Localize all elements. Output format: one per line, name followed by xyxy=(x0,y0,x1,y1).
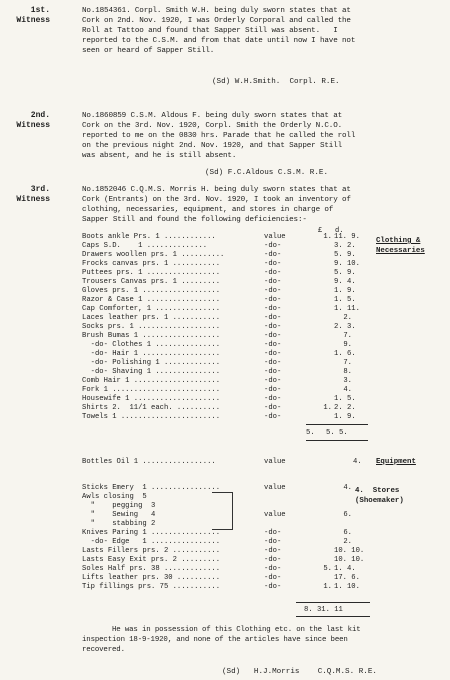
clothing-value: -do- xyxy=(264,296,282,304)
clothing-value: -do- xyxy=(264,242,282,250)
clothing-pence: 3. 2. xyxy=(334,242,356,250)
clothing-value: -do- xyxy=(264,251,282,259)
stores-pence: 6. xyxy=(343,529,352,537)
stores-item: Tip fillings prs. 75 ........... xyxy=(82,583,221,591)
stores-pence: 10. 10. xyxy=(334,556,365,564)
clothing-item: Drawers woollen prs. 1 .......... xyxy=(82,251,225,259)
clothing-pence: 5. 9. xyxy=(334,251,356,259)
clothing-item: -do- Clothes 1 ............... xyxy=(82,341,221,349)
pence-column-header: d. xyxy=(335,227,344,235)
clothing-item: Frocks canvas prs. 1 ........... xyxy=(82,260,221,268)
grand-total-rule-bottom xyxy=(296,616,370,617)
witness-3-line-3: clothing, necessaries, equipment, and stores in charge of xyxy=(82,206,334,214)
witness-1-line-5: seen or heard of Sapper Still. xyxy=(82,47,215,55)
clothing-row xyxy=(82,359,372,368)
clothing-row xyxy=(82,251,372,260)
clothing-pence: 1. 6. xyxy=(334,350,356,358)
clothing-item: Comb Hair 1 .................... xyxy=(82,377,221,385)
clothing-pence: 2. 2. xyxy=(334,404,356,412)
clothing-row xyxy=(82,350,372,359)
witness-2-line-2: Cork on the 3rd. Nov. 1920, Corpl. Smith the Orderly N.C.O. xyxy=(82,122,343,130)
clothing-row xyxy=(82,233,372,242)
stores-value: value xyxy=(264,511,286,519)
witness-3-signature: (Sd) H.J.Morris C.Q.M.S. R.E. xyxy=(222,668,377,676)
stores-item: Awls closing 5 xyxy=(82,493,147,501)
stores-pence: 2. xyxy=(343,538,352,546)
clothing-pence: 2. xyxy=(343,314,352,322)
stores-value: -do- xyxy=(264,547,282,555)
witness-2-line-3: reported to me on the 0830 hrs. Parade that he called the roll xyxy=(82,132,356,140)
clothing-pence: 1. 5. xyxy=(334,395,356,403)
clothing-pounds: 1. xyxy=(323,404,332,412)
clothing-section-label xyxy=(376,236,425,256)
clothing-row xyxy=(82,386,372,395)
witness-1-line-3: Roll at Tattoo and found that Sapper Still was absent. I xyxy=(82,27,338,35)
stores-value: -do- xyxy=(264,565,282,573)
stores-value: -do- xyxy=(264,529,282,537)
stores-row xyxy=(82,538,372,547)
clothing-item: Trousers Canvas prs. 1 ......... xyxy=(82,278,221,286)
clothing-pence: 9. 4. xyxy=(334,278,356,286)
clothing-item: -do- Hair 1 .................. xyxy=(82,350,221,358)
clothing-row xyxy=(82,395,372,404)
clothing-total-rule xyxy=(306,440,368,441)
witness-1-signature: (Sd) W.H.Smith. Corpl. R.E. xyxy=(212,78,340,86)
clothing-row xyxy=(82,278,372,287)
witness-2-signature: (Sd) F.C.Aldous C.S.M. R.E. xyxy=(205,169,329,177)
witness-1-line-1: No.1854361. Corpl. Smith W.H. being duly sworn states that at xyxy=(82,7,351,15)
clothing-row xyxy=(82,305,372,314)
witness-2-line-1: No.1860859 C.S.M. Aldous F. being duly sworn states that at xyxy=(82,112,343,120)
grand-total-rule-top xyxy=(296,602,370,603)
grand-total: 8. 31. 11 xyxy=(304,606,343,614)
clothing-subtotal-rule xyxy=(306,424,368,425)
stores-item: Lasts Easy Exit prs. 2 ......... xyxy=(82,556,221,564)
stores-pence: 1. 4. xyxy=(334,565,356,573)
witness-2-line-4: on the previous night 2nd. Nov. 1920, and that Sapper Still xyxy=(82,142,343,150)
stores-value: -do- xyxy=(264,538,282,546)
clothing-value: -do- xyxy=(264,368,282,376)
clothing-value: -do- xyxy=(264,386,282,394)
clothing-row xyxy=(82,341,372,350)
clothing-pence: 2. 3. xyxy=(334,323,356,331)
clothing-item: Socks prs. 1 ................... xyxy=(82,323,221,331)
stores-label-line-2: (Shoemaker) xyxy=(355,497,404,505)
stores-section-label xyxy=(355,486,404,506)
stores-value: -do- xyxy=(264,583,282,591)
closing-line-3: recovered. xyxy=(82,646,125,654)
clothing-item: Fork 1 ......................... xyxy=(82,386,221,394)
equipment-amount: 4. xyxy=(353,458,362,466)
clothing-value: -do- xyxy=(264,323,282,331)
stores-pence: 6. xyxy=(343,511,352,519)
stores-pounds: 1. xyxy=(323,583,332,591)
witness-2-label-word: Witness xyxy=(16,121,50,130)
clothing-item: -do- Shaving 1 ............... xyxy=(82,368,221,376)
stores-pence: 10. 10. xyxy=(334,547,365,555)
clothing-item: Towels 1 ....................... xyxy=(82,413,221,421)
stores-value: -do- xyxy=(264,556,282,564)
stores-value: value xyxy=(264,484,286,492)
stores-item: -do- Edge 1 ................ xyxy=(82,538,221,546)
clothing-item: Housewife 1 .................... xyxy=(82,395,221,403)
clothing-value: -do- xyxy=(264,314,282,322)
clothing-row xyxy=(82,287,372,296)
clothing-item: Boots ankle Prs. 1 ............ xyxy=(82,233,216,241)
clothing-item: -do- Polishing 1 ............. xyxy=(82,359,221,367)
clothing-value: -do- xyxy=(264,269,282,277)
clothing-label-line-2: Necessaries xyxy=(376,247,425,255)
stores-item: Soles Half prs. 38 ............. xyxy=(82,565,221,573)
clothing-pence: 4. xyxy=(343,386,352,394)
clothing-item: Razor & Case 1 ................. xyxy=(82,296,221,304)
stores-row xyxy=(82,547,372,556)
clothing-row xyxy=(82,314,372,323)
clothing-value: value xyxy=(264,233,286,241)
clothing-pence: 5. 9. xyxy=(334,269,356,277)
stores-pence: 4. xyxy=(343,484,352,492)
clothing-value: -do- xyxy=(264,377,282,385)
stores-row xyxy=(82,583,372,592)
clothing-value: -do- xyxy=(264,350,282,358)
closing-line-2: inspection 18-9-1920, and none of the articles have since been xyxy=(82,636,348,644)
clothing-value: -do- xyxy=(264,359,282,367)
stores-pence: 1. 10. xyxy=(334,583,360,591)
clothing-pence: 3. xyxy=(343,377,352,385)
clothing-pence: 1. 11. xyxy=(334,305,360,313)
clothing-row xyxy=(82,368,372,377)
clothing-label-line-1: Clothing & xyxy=(376,237,421,245)
pounds-column-header: £ xyxy=(318,227,323,235)
equipment-section-label xyxy=(376,457,416,467)
clothing-row xyxy=(82,296,372,305)
witness-3-line-2: Cork (Entrants) on the 3rd. Nov. 1920, I took an inventory of xyxy=(82,196,351,204)
clothing-row xyxy=(82,377,372,386)
clothing-item: Cap Comforter, 1 ............... xyxy=(82,305,221,313)
stores-item: Lifts leather prs. 30 .......... xyxy=(82,574,221,582)
clothing-item: Shirts 2. 11/1 each. .......... xyxy=(82,404,221,412)
clothing-row xyxy=(82,413,372,422)
clothing-pounds: 1. xyxy=(323,233,332,241)
stores-row xyxy=(82,565,372,574)
witness-3-line-4: Sapper Still and found the following deficiencies:- xyxy=(82,216,307,224)
witness-1-line-2: Cork on 2nd. Nov. 1920, I was Orderly Corporal and called the xyxy=(82,17,351,25)
clothing-pence: 1. 5. xyxy=(334,296,356,304)
witness-2-line-5: was absent, and he is still absent. xyxy=(82,152,237,160)
clothing-row xyxy=(82,242,372,251)
clothing-row xyxy=(82,332,372,341)
witness-3-label-number: 3rd. xyxy=(30,185,50,194)
clothing-value: -do- xyxy=(264,332,282,340)
stores-pounds: 5. xyxy=(323,565,332,573)
clothing-total-pence: 5. 5. xyxy=(326,429,348,437)
stores-item: " pegging 3 xyxy=(82,502,156,510)
witness-1-line-4: reported to the C.S.M. and from that date until now I have not xyxy=(82,37,356,45)
clothing-pence: 9. 10. xyxy=(334,260,360,268)
closing-line-1: He was in possession of this Clothing etc. on the last kit xyxy=(112,626,361,634)
stores-item: Knives Paring 1 ................ xyxy=(82,529,221,537)
clothing-row xyxy=(82,404,372,413)
witness-1-label-word: Witness xyxy=(16,16,50,25)
stores-pence: 17. 6. xyxy=(334,574,360,582)
witness-2-label-number: 2nd. xyxy=(30,111,50,120)
clothing-pence: 1. 9. xyxy=(334,413,356,421)
clothing-row xyxy=(82,260,372,269)
clothing-value: -do- xyxy=(264,395,282,403)
clothing-value: -do- xyxy=(264,287,282,295)
stores-row xyxy=(82,574,372,583)
clothing-value: -do- xyxy=(264,305,282,313)
stores-value: -do- xyxy=(264,574,282,582)
stores-item: " stabbing 2 xyxy=(82,520,156,528)
clothing-pence: 8. xyxy=(343,368,352,376)
clothing-value: -do- xyxy=(264,404,282,412)
stores-label-line-1: 4. Stores xyxy=(355,487,400,495)
clothing-item: Brush Bumas 1 .................. xyxy=(82,332,221,340)
stores-item: Lasts Fillers prs. 2 ........... xyxy=(82,547,221,555)
clothing-row xyxy=(82,323,372,332)
clothing-value: -do- xyxy=(264,278,282,286)
stores-row xyxy=(82,556,372,565)
stores-row xyxy=(82,529,372,538)
clothing-value: -do- xyxy=(264,341,282,349)
clothing-pence: 7. xyxy=(343,359,352,367)
clothing-pence: 1. 9. xyxy=(334,287,356,295)
witness-1-label-number: 1st. xyxy=(30,6,50,15)
clothing-pence: 7. xyxy=(343,332,352,340)
stores-item: Sticks Emery 1 ................ xyxy=(82,484,221,492)
witness-3-line-1: No.1852046 C.Q.M.S. Morris H. being duly sworn states that at xyxy=(82,186,351,194)
equipment-value: value xyxy=(264,458,286,466)
stores-item: " Sewing 4 xyxy=(82,511,156,519)
equipment-item: Bottles Oil 1 ................. xyxy=(82,458,216,466)
clothing-item: Puttees prs. 1 ................. xyxy=(82,269,221,277)
awls-brace xyxy=(212,492,233,530)
clothing-item: Caps S.D. 1 .............. xyxy=(82,242,208,250)
equipment-label: Equipment xyxy=(376,458,416,466)
clothing-item: Laces leather prs. 1 ........... xyxy=(82,314,221,322)
clothing-value: -do- xyxy=(264,413,282,421)
clothing-total-pounds: 5. xyxy=(306,429,315,437)
witness-3-label-word: Witness xyxy=(16,195,50,204)
clothing-value: -do- xyxy=(264,260,282,268)
clothing-row xyxy=(82,269,372,278)
clothing-pence: 9. xyxy=(343,341,352,349)
clothing-pence: 11. 9. xyxy=(334,233,360,241)
clothing-item: Gloves prs. 1 .................. xyxy=(82,287,221,295)
